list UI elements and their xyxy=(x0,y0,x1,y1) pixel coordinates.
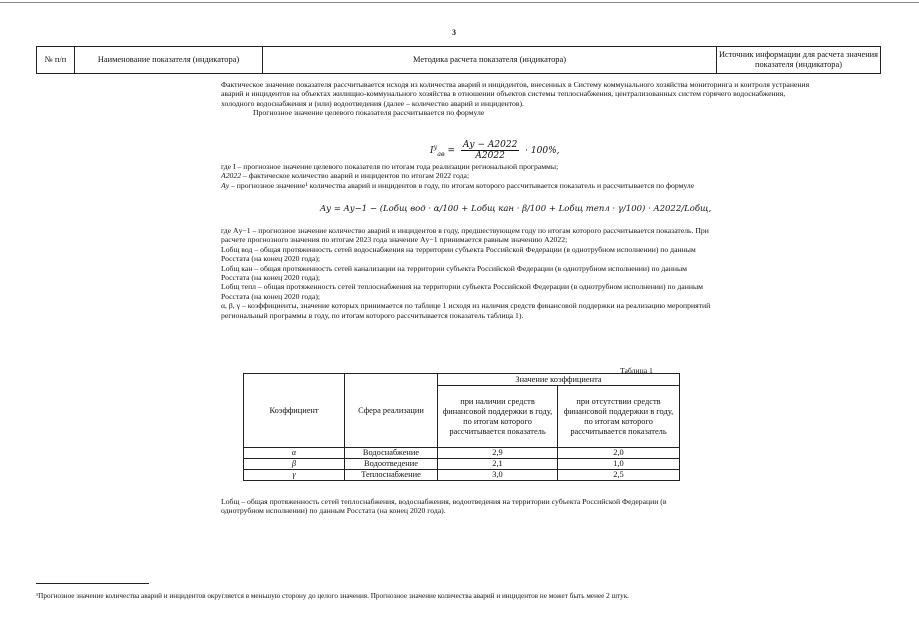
th-sphere: Сфера реализации xyxy=(345,374,438,448)
definitions-1 xyxy=(221,162,711,190)
row-sphere: Водоснабжение xyxy=(345,448,438,459)
def3-text: – прогнозное значение¹ количества аварий и инцидентов в году, по итогам которого рассчитывается показатель и рассчитывается по формуле xyxy=(229,180,695,190)
def-coefficients: α, β, γ – коэффициенты, значение которых принимается по таблице 1 исходя из наличия средств финансовой поддержки на реализацию мероприятий региональный программы в году, по итогам которого рассчитывается показатель таблица 1). xyxy=(221,301,711,320)
formula1-numerator: Aу − A2022 xyxy=(462,140,518,150)
header-col-number: № п/п xyxy=(37,47,75,73)
row-without: 2,0 xyxy=(558,448,680,459)
top-rule xyxy=(0,2,919,3)
row-with: 2,9 xyxy=(438,448,558,459)
formula-forecast: Aу = Aу−1 − (Lобщ вод · α/100 + Lобщ кан · β/100 + Lобщ тепл · γ/100) · A2022/Lобщ, xyxy=(320,204,712,214)
formula-target: $I^у_{ав}$ = $\frac{Aу - A2022}{A2022}$ · 100%, xyxy=(430,140,560,161)
table-row xyxy=(244,470,680,481)
header-col-source: Источник информации для расчета значения показателя (индикатора) xyxy=(718,50,879,69)
def2-symbol: A2022 xyxy=(221,171,242,181)
row-with: 3,0 xyxy=(438,470,558,481)
definitions-2 xyxy=(221,226,711,320)
def-heat: Lобщ тепл – общая протяженность сетей теплоснабжения на территории субъекта Российской Федерации (в однотрубном исполнении) по данным Росстата (на конец 2020 года); xyxy=(221,282,703,301)
coefficient-table xyxy=(243,373,680,481)
intro-text: Фактическое значение показателя рассчитывается исходя из количества аварий и инцидентов, внесенных в Систему коммунального хозяйства мониторинга и контроля устранения аварий и инцидентов на объектах жилищно-коммунального хозяйства в отношении объектов системы теплоснабжения, централизованных систем горячего водоснабжения, холодного водоснабжения и (или) водоотведения (далее – количество аварий и инцидентов). xyxy=(221,80,810,108)
table-row xyxy=(244,459,680,470)
formula1-denominator: A2022 xyxy=(475,151,505,161)
after-table-text: Lобщ – общая протяженность сетей теплоснабжения, водоснабжения, водоотведения на территории субъекта Российской Федерации (в однотрубном исполнении) по данным Росстата (на конец 2020 года). xyxy=(221,497,667,516)
header-table xyxy=(36,46,881,74)
row-coef: γ xyxy=(244,470,345,481)
th-value: Значение коэффициента xyxy=(438,374,680,386)
page-number: 3 xyxy=(452,28,456,37)
row-sphere: Водоотведение xyxy=(345,459,438,470)
intro-paragraph xyxy=(221,80,811,118)
def1-symbol: где I xyxy=(221,162,236,171)
formula1-lhs: I xyxy=(430,146,434,156)
row-without: 1,0 xyxy=(558,459,680,470)
def-sewer: Lобщ кан – общая протяженность сетей канализации на территории субъекта Российской Федерации (в однотрубном исполнении) по данным Росстата (на конец 2020 года); xyxy=(221,263,687,283)
formula1-tail: · 100%, xyxy=(525,146,560,156)
def1-text: – прогнозное значение целевого показателя по итогам года реализации региональной программы; xyxy=(237,162,559,171)
row-with: 2,1 xyxy=(438,459,558,470)
row-without: 2,5 xyxy=(558,470,680,481)
def2-text: – фактическое количество аварий и инцидентов по итогам 2022 года; xyxy=(241,171,470,181)
formula1-sup: у xyxy=(433,144,438,151)
th-with-support: при наличии средств финансовой поддержки в году, по итогам которого рассчитывается показатель xyxy=(438,386,558,448)
table-caption: Таблица 1 xyxy=(620,366,653,375)
def-prev-year: где Aу−1 – прогнозное значение количество аварий и инцидентов в году, предшествующем году по итогам которого рассчитывается показатель. При расчете прогнозного значения по итогам 2023 года значение Aу−1 принимается равным значению A2022; xyxy=(221,226,709,245)
footnote-rule xyxy=(36,583,149,584)
def3-symbol: Aу xyxy=(221,180,230,190)
formula-intro: Прогнозное значение целевого показателя рассчитывается по формуле xyxy=(253,108,485,118)
header-col-name: Наименование показателя (индикатора) xyxy=(75,47,263,73)
formula1-sub: ав xyxy=(437,150,445,158)
def-water: Lобщ вод – общая протяженность сетей водоснабжения на территории субъекта Российской Федерации (в однотрубном исполнении) по данным Росстата (на конец 2020 года); xyxy=(221,244,696,264)
row-sphere: Теплоснабжение xyxy=(345,470,438,481)
row-coef: β xyxy=(244,459,345,470)
th-without-support: при отсутствии средств финансовой поддержки в году, по итогам которого рассчитывается показатель xyxy=(558,386,680,448)
header-col-method: Методика расчета показателя (индикатора) xyxy=(263,47,717,73)
footnote: ¹Прогнозное значение количества аварий и инцидентов округляется в меньшую сторону до целого значения. Прогнозное значение количества аварий и инцидентов не может быть менее 2 штук. xyxy=(36,592,629,600)
row-coef: α xyxy=(244,448,345,459)
table-row xyxy=(244,448,680,459)
th-coefficient: Коэффициент xyxy=(244,374,345,448)
